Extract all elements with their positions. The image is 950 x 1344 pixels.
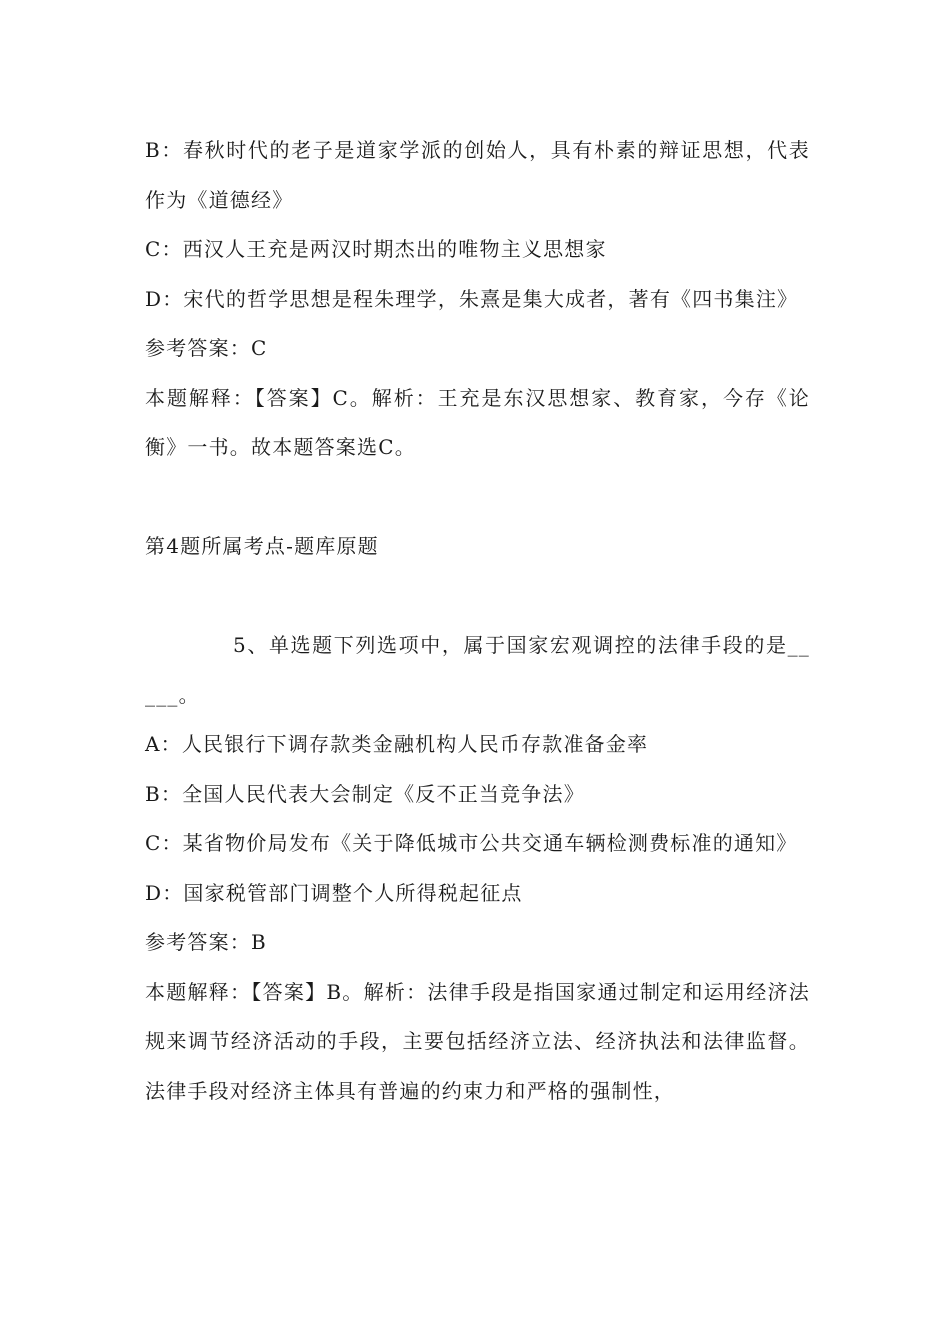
page-content bbox=[145, 126, 810, 1116]
q5-stem: 5、单选题下列选项中，属于国家宏观调控的法律手段的是_____。 bbox=[145, 633, 810, 707]
q5-option-c: C：某省物价局发布《关于降低城市公共交通车辆检测费标准的通知》 bbox=[145, 831, 798, 855]
q5-option-a: A：人民银行下调存款类金融机构人民币存款准备金率 bbox=[145, 732, 649, 756]
q5-option-b: B：全国人民代表大会制定《反不正当竞争法》 bbox=[145, 781, 585, 806]
q5-option-d: D：国家税管部门调整个人所得税起征点 bbox=[145, 880, 523, 905]
q4-option-c: C：西汉人王充是两汉时期杰出的唯物主义思想家 bbox=[145, 237, 607, 261]
q4-source: 第4题所属考点-题库原题 bbox=[145, 534, 379, 558]
q5-explanation: 本题解释：【答案】B。解析：法律手段是指国家通过制定和运用经济法规来调节经济活动的手段，主要包括经济立法、经济执法和法律监督。法律手段对经济主体具有普遍的约束力和严格的强制性， bbox=[145, 979, 810, 1103]
spacer bbox=[145, 473, 810, 523]
q4-explanation: 本题解释：【答案】C。解析：王充是东汉思想家、教育家，今存《论衡》一书。故本题答案选C。 bbox=[145, 385, 810, 459]
q5-answer: 参考答案：B bbox=[145, 930, 267, 954]
q4-option-d: D：宋代的哲学思想是程朱理学，朱熹是集大成者，著有《四书集注》 bbox=[145, 286, 799, 311]
q4-answer: 参考答案：C bbox=[145, 336, 268, 360]
q4-option-b: B：春秋时代的老子是道家学派的创始人，具有朴素的辩证思想，代表作为《道德经》 bbox=[145, 138, 810, 212]
spacer bbox=[145, 572, 810, 622]
